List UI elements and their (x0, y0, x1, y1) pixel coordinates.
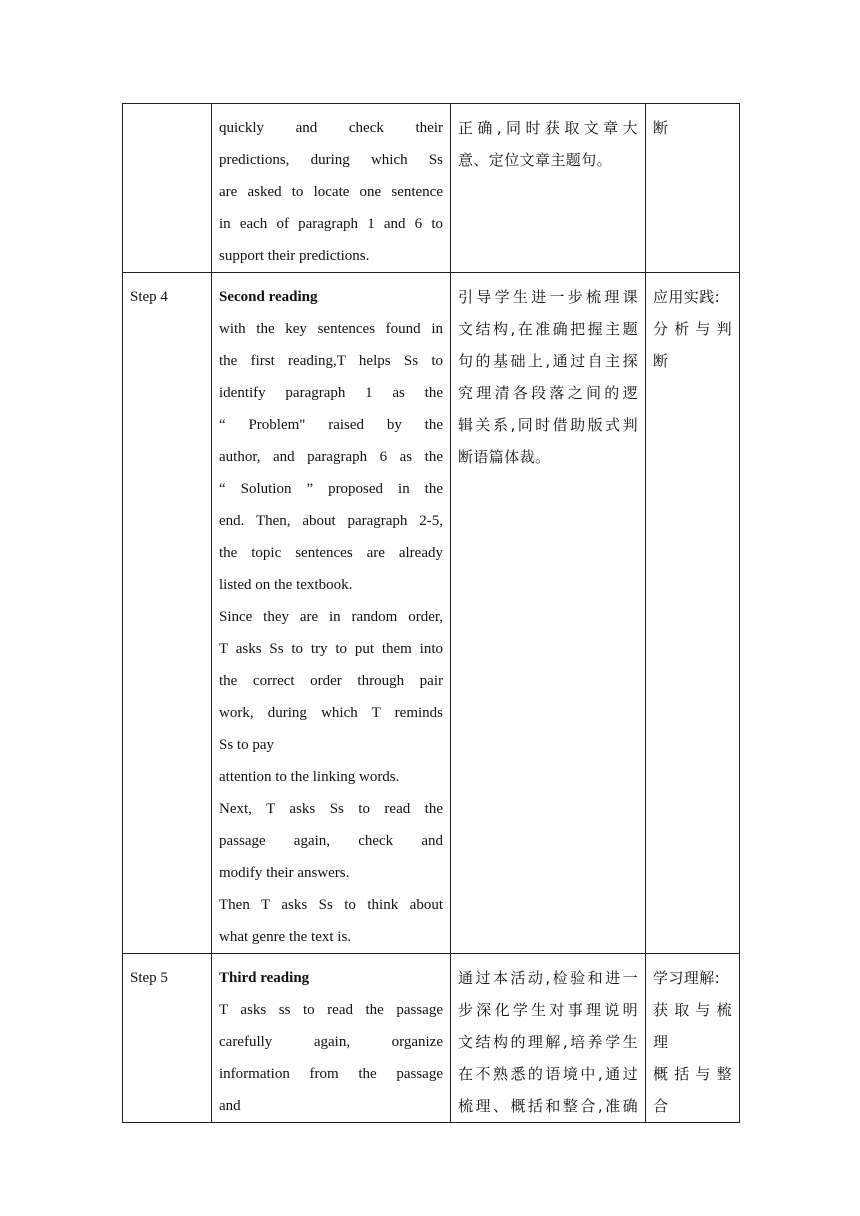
activity-line: predictions, during which Ss (219, 152, 443, 168)
activity-line: work, during which T reminds (219, 705, 443, 721)
level-line: 概括与整 (653, 1065, 732, 1083)
activity-cell (212, 954, 451, 1123)
activity-line: Ss to pay (219, 737, 275, 753)
purpose-line: 引导学生进一步梳理课 (458, 288, 638, 306)
purpose-cell (451, 104, 646, 273)
level-line: 合 (653, 1097, 669, 1115)
level-line: 断 (653, 119, 669, 137)
activity-line: information from the passage (219, 1066, 443, 1082)
activity-line: Then T asks Ss to think about (219, 897, 443, 913)
activity-line: listed on the textbook. (219, 577, 353, 593)
table-row (123, 954, 740, 1123)
activity-line: author, and paragraph 6 as the (219, 449, 443, 465)
activity-line: attention to the linking words. (219, 769, 400, 785)
activity-line: modify their answers. (219, 865, 350, 881)
activity-line: and (219, 1098, 241, 1114)
table-row (123, 104, 740, 273)
purpose-line: 辑关系,同时借助版式判 (458, 416, 638, 434)
activity-cell (212, 104, 451, 273)
purpose-cell (451, 273, 646, 954)
activity-line: the topic sentences are already (219, 545, 443, 561)
purpose-line: 正确,同时获取文章大 (458, 119, 638, 137)
activity-heading: Second reading (219, 289, 318, 305)
step-label: Step 4 (130, 289, 168, 305)
level-cell (646, 954, 740, 1123)
activity-line: the first reading,T helps Ss to (219, 353, 443, 369)
purpose-line: 步深化学生对事理说明 (458, 1001, 638, 1019)
activity-line: identify paragraph 1 as the (219, 385, 443, 401)
level-line: 应用实践: (653, 288, 721, 306)
purpose-cell (451, 954, 646, 1123)
activity-line: quickly and check their (219, 120, 443, 136)
table-row (123, 273, 740, 954)
activity-line: T asks ss to read the passage (219, 1002, 443, 1018)
activity-line: “ Solution ” proposed in the (219, 481, 443, 497)
step-cell (123, 104, 212, 273)
purpose-line: 文结构,在准确把握主题 (458, 320, 638, 338)
purpose-line: 断语篇体裁。 (458, 448, 551, 466)
activity-heading: Third reading (219, 970, 310, 986)
level-line: 分析与判 (653, 320, 732, 338)
purpose-line: 文结构的理解,培养学生 (458, 1033, 638, 1051)
purpose-line: 句的基础上,通过自主探 (458, 352, 638, 370)
level-line: 理 (653, 1033, 669, 1051)
activity-line: support their predictions. (219, 248, 370, 264)
activity-line: carefully again, organize (219, 1034, 443, 1050)
activity-line: in each of paragraph 1 and 6 to (219, 216, 443, 232)
activity-line: end. Then, about paragraph 2-5, (219, 513, 443, 529)
purpose-line: 梳理、概括和整合,准确 (458, 1097, 638, 1115)
activity-line: are asked to locate one sentence (219, 184, 443, 200)
purpose-line: 究理清各段落之间的逻 (458, 384, 638, 402)
level-line: 学习理解: (653, 969, 721, 987)
activity-line: with the key sentences found in (219, 321, 443, 337)
activity-line: passage again, check and (219, 833, 443, 849)
purpose-line: 在不熟悉的语境中,通过 (458, 1065, 638, 1083)
activity-cell (212, 273, 451, 954)
step-cell (123, 954, 212, 1123)
step-cell (123, 273, 212, 954)
purpose-line: 意、定位文章主题句。 (458, 151, 613, 169)
level-line: 断 (653, 352, 669, 370)
level-line: 获取与梳 (653, 1001, 732, 1019)
activity-line: the correct order through pair (219, 673, 443, 689)
step-label: Step 5 (130, 970, 168, 986)
purpose-line: 通过本活动,检验和进一 (458, 969, 638, 987)
activity-line: T asks Ss to try to put them into (219, 641, 443, 657)
activity-line: “ Problem" raised by the (219, 417, 443, 433)
activity-line: Next, T asks Ss to read the (219, 801, 443, 817)
activity-line: Since they are in random order, (219, 609, 443, 625)
activity-line: what genre the text is. (219, 929, 352, 945)
level-cell (646, 273, 740, 954)
lesson-plan-table (122, 103, 740, 1123)
level-cell (646, 104, 740, 273)
